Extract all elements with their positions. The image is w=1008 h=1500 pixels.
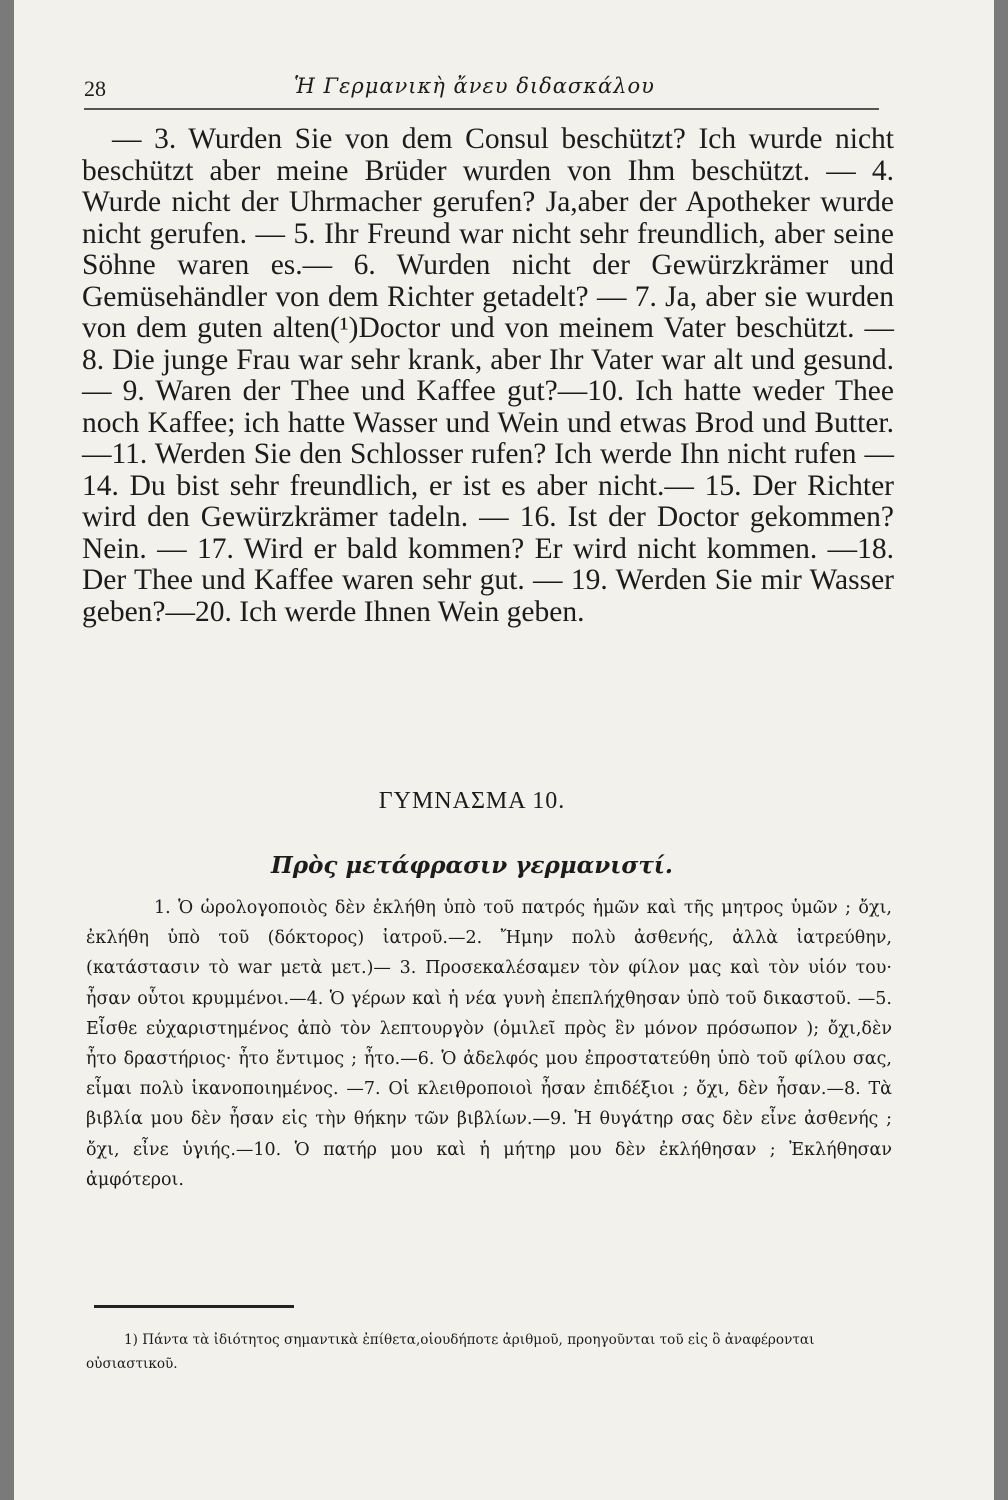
greek-exercise-text: 1. Ὁ ὡρολογοποιὸς δὲν ἐκλήθη ὑπὸ τοῦ πατρός ἡμῶν καὶ τῆς μητρος ὑμῶν ; ὄχι, ἐκλήθη ὑπὸ τοῦ (δόκτορος) ἰατροῦ.—2. Ἤμην πολὺ ἀσθενής, ἀλλὰ ἰατρεύθην, (κατάστασιν τὸ war μετὰ μετ.)— 3. Προσεκαλέσαμεν τὸν φίλον μας καὶ τὸν υἱόν του· ἦσαν οὗτοι κρυμμένοι.—4. Ὁ γέρων καὶ ἡ νέα γυνὴ ἐπεπλήχθησαν ὑπὸ τοῦ δικαστοῦ. —5. Εἶσθε εὐχαριστημένος ἀπὸ τὸν λεπτουργὸν (ὁμιλεῖ πρὸς ἓν μόνον πρόσωπον ); ὄχι,δὲν ἦτο δραστήριος· ἦτο ἔντιμος ; ἦτο.—6. Ὁ ἀδελφός μου ἐπροστατεύθη ὑπὸ τοῦ φίλου σας, εἶμαι πολὺ ἱκανοποιημένος. —7. Οἱ κλειθροποιοὶ ἦσαν ἐπιδέξιοι ; ὄχι, δὲν ἦσαν.—8. Τὰ βιβλία μου δὲν ἦσαν εἰς τὴν θήκην τῶν βιβλίων.—9. Ἡ θυγάτηρ σας δὲν εἶνε ἀσθενής ; ὄχι, εἶνε ὑγιής.—10. Ὁ πατήρ μου καὶ ἡ μήτηρ μου δὲν ἐκλήθησαν ; Ἐκλήθησαν ἀμφότεροι. [86,898,892,1190]
running-title: Ἡ Γερμανικὴ ἄνευ διδασκάλου [294,74,655,98]
page-number: 28 [84,76,106,101]
exercise-subheading: Πρὸς μετάφρασιν γερμανιστί. [271,852,673,879]
book-page [14,0,994,1500]
exercise-heading: ΓΥΜΝΑΣΜΑ 10. [378,788,566,814]
footnote: 1) Πάντα τὰ ἰδιότητος σημαντικὰ ἐπίθετα,οἱουδήποτε ἀριθμοῦ, προηγοῦνται τοῦ εἰς ὃ ἀναφέρονται οὐσιαστικοῦ. [86,1332,815,1372]
running-header [84,68,879,110]
footnote-divider [94,1305,294,1308]
german-exercise-text: — 3. Wurden Sie von dem Consul beschützt? Ich wurde nicht beschützt aber meine Brüder wurden von Ihm beschützt. — 4. Wurde nicht der Uhrmacher gerufen? Ja,aber der Apotheker wurde nicht gerufen. — 5. Ihr Freund war nicht sehr freundlich, aber seine Söhne waren es.— 6. Wurden nicht der Gewürzkrämer und Gemüsehändler von dem Richter getadelt? — 7. Ja, aber sie wurden von dem guten alten(¹)Doctor und von meinem Vater beschützt. — 8. Die junge Frau war sehr krank, aber Ihr Vater war alt und gesund. — 9. Waren der Thee und Kaffee gut?—10. Ich hatte weder Thee noch Kaffee; ich hatte Wasser und Wein und etwas Brod und Butter.—11. Werden Sie den Schlosser rufen? Ich werde Ihn nicht rufen — 14. Du bist sehr freundlich, er ist es aber nicht.— 15. Der Richter wird den Gewürzkrämer tadeln. — 16. Ist der Doctor gekommen? Nein. — 17. Wird er bald kommen? Er wird nicht kommen. —18. Der Thee und Kaffee waren sehr gut. — 19. Werden Sie mir Wasser geben?—20. Ich werde Ihnen Wein geben. [82,123,894,628]
